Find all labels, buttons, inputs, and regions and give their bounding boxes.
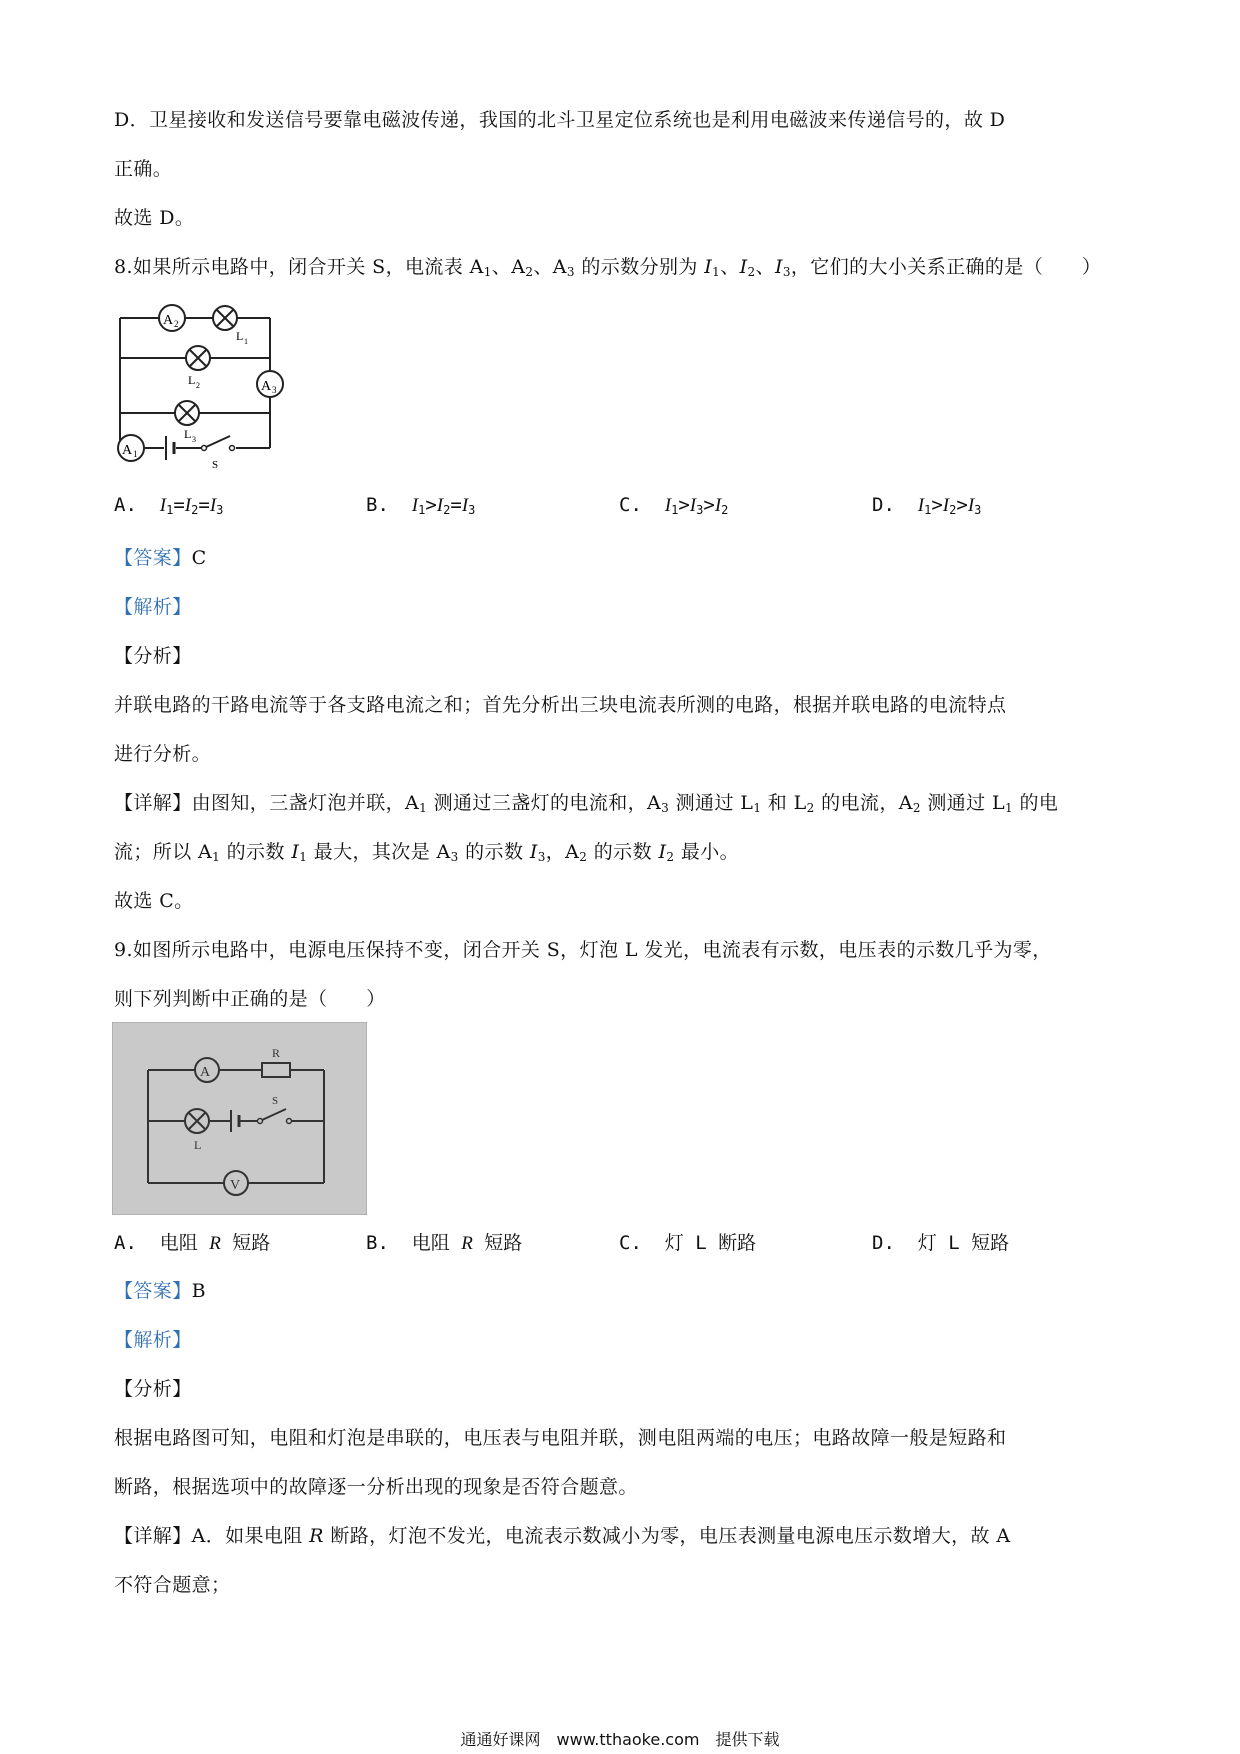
q8-fenxi-line2: 进行分析。	[114, 743, 212, 765]
q9-circuit-photo	[112, 1022, 367, 1215]
q9-jiexi-heading: 【解析】	[114, 1329, 192, 1351]
svg-text:3: 3	[192, 435, 196, 444]
svg-text:1: 1	[133, 449, 138, 459]
switch-s-icon	[202, 436, 237, 471]
q8-circuit-diagram	[112, 298, 297, 473]
q8-detail-line2: 流；所以 $A_1$ 的示数 $I_1$ 最大，其次是 $A_3$ 的示数 $I_3$，$A_2$ 的示数 $I_2$ 最小。	[114, 841, 740, 864]
svg-text:A: A	[261, 379, 272, 394]
q7-option-d-line1: D．卫星接收和发送信号要靠电磁波传递，我国的北斗卫星定位系统也是利用电磁波来传递信号的，故 D	[114, 109, 1006, 131]
q9-stem-line2: 则下列判断中正确的是（ ）	[114, 988, 386, 1010]
q9-option-c: C. 灯 L 断路	[619, 1232, 757, 1254]
svg-text:3: 3	[272, 385, 277, 395]
svg-text:V: V	[230, 1178, 241, 1193]
svg-text:S: S	[272, 1095, 279, 1107]
q9-option-d: D. 灯 L 短路	[872, 1232, 1010, 1254]
ammeter-a3-icon	[257, 371, 283, 397]
battery-icon	[164, 436, 176, 460]
q8-option-a: A. $I_1=I_2=I_3$	[114, 494, 224, 517]
q9-detail-line1: 【详解】A．如果电阻 R 断路，灯泡不发光，电流表示数减小为零，电压表测量电源电压示数增大，故 A	[114, 1525, 1011, 1547]
q9-fenxi-line2: 断路，根据选项中的故障逐一分析出现的现象是否符合题意。	[114, 1476, 638, 1498]
svg-text:L: L	[188, 373, 196, 387]
q8-answer: 【答案】C	[114, 547, 207, 569]
q8-option-d: D. $I_1>I_2>I_3$	[872, 494, 982, 517]
page-footer: 通通好课网 www.tthaoke.com 提供下载	[460, 1730, 780, 1749]
ammeter-a1-icon	[118, 435, 144, 461]
q9-option-b: B. 电阻 R 短路	[366, 1232, 523, 1254]
svg-text:L: L	[236, 329, 244, 343]
q9-option-a: A. 电阻 R 短路	[114, 1232, 271, 1254]
q7-conclusion: 故选 D。	[114, 207, 195, 229]
q9-fenxi-line1: 根据电路图可知，电阻和灯泡是串联的，电压表与电阻并联，测电阻两端的电压；电路故障一般是短路和	[114, 1427, 1007, 1449]
svg-text:S: S	[212, 459, 219, 471]
q8-option-c: C. $I_1>I_3>I_2$	[619, 494, 729, 517]
svg-text:A: A	[200, 1065, 211, 1080]
svg-text:L: L	[194, 1138, 202, 1152]
svg-text:L: L	[184, 427, 192, 441]
svg-text:R: R	[272, 1046, 281, 1060]
svg-text:2: 2	[196, 381, 200, 390]
voltmeter-icon	[224, 1171, 248, 1195]
q7-option-d-line2: 正确。	[114, 158, 173, 180]
q9-detail-line2: 不符合题意；	[114, 1574, 231, 1596]
q9-fenxi-heading: 【分析】	[114, 1378, 192, 1400]
q8-jiexi-heading: 【解析】	[114, 596, 192, 618]
q8-option-b: B. $I_1>I_2=I_3$	[366, 494, 476, 517]
svg-text:2: 2	[174, 319, 179, 329]
svg-text:A: A	[163, 313, 174, 328]
q8-fenxi-line1: 并联电路的干路电流等于各支路电流之和；首先分析出三块电流表所测的电路，根据并联电路的电流特点	[114, 694, 1007, 716]
q8-detail-line1: 【详解】由图知，三盏灯泡并联，$A_1$ 测通过三盏灯的电流和，$A_3$ 测通过 $L_1$ 和 $L_2$ 的电流，$A_2$ 测通过 $L_1$ 的电	[114, 792, 1059, 815]
lamp-l1-icon	[213, 306, 248, 346]
q8-conclusion: 故选 C。	[114, 890, 194, 912]
svg-text:1: 1	[244, 337, 248, 346]
svg-text:A: A	[122, 443, 133, 458]
ammeter-icon	[195, 1058, 219, 1082]
lamp-l2-icon	[186, 346, 210, 390]
q8-fenxi-heading: 【分析】	[114, 645, 192, 667]
q8-stem: 8.如果所示电路中，闭合开关 S，电流表 $A_1$、$A_2$、$A_3$ 的示数分别为 $I_1$、$I_2$、$I_3$，它们的大小关系正确的是（ ）	[114, 256, 1102, 279]
q9-answer: 【答案】B	[114, 1280, 206, 1302]
ammeter-a2-icon	[159, 305, 185, 331]
lamp-l3-icon	[175, 401, 199, 444]
battery-icon	[230, 1110, 240, 1132]
q9-stem-line1: 9.如图所示电路中，电源电压保持不变，闭合开关 S，灯泡 L 发光，电流表有示数，电压表的示数几乎为零，	[114, 939, 1052, 961]
